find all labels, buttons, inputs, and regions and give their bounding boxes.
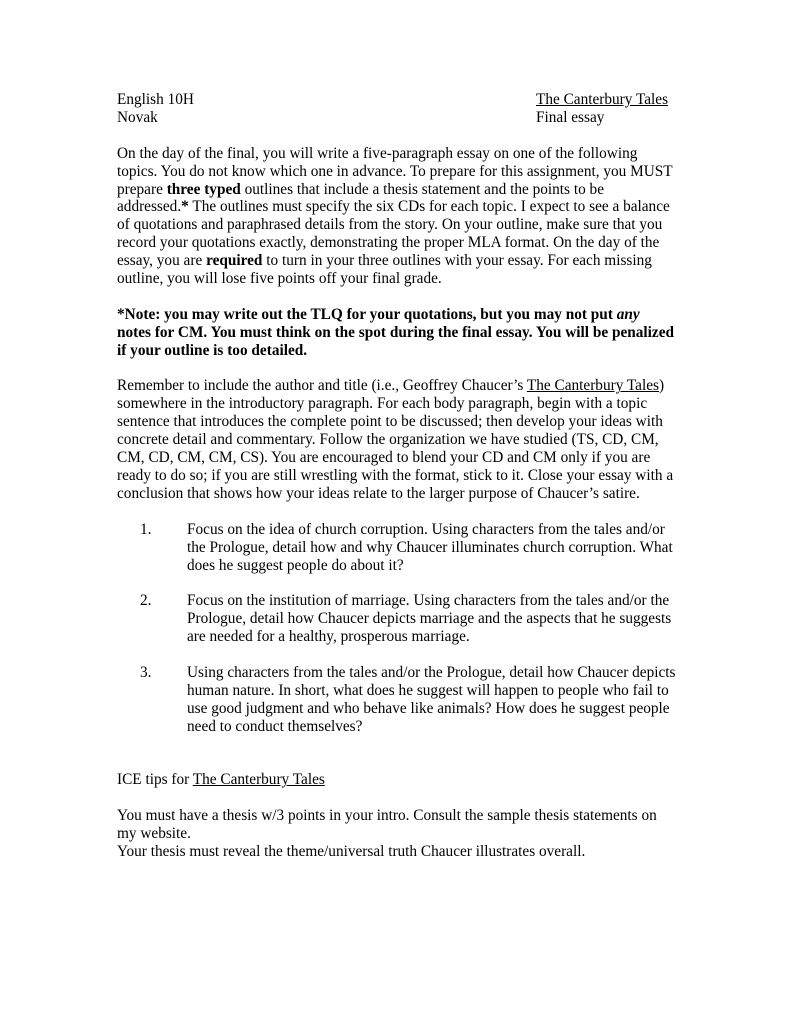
topic-number: 3. <box>140 663 152 681</box>
note-paragraph: *Note: you may write out the TLQ for your quotations, but you may not put any notes for CM. You must think on the spot during the final essay. You will be penalized if your outline is too detailed. <box>117 305 674 359</box>
emphasis-required: required <box>206 252 263 270</box>
topic-item-1 <box>117 521 676 575</box>
topic-text: Focus on the idea of church corruption. Using characters from the tales and/or the Prologue, detail how and why Chaucer illuminates church corruption. What does he suggest people do about it? <box>187 520 673 574</box>
topic-text: Focus on the institution of marriage. Using characters from the tales and/or the Prologue, detail how Chaucer depicts marriage and the aspects that he suggests are needed for a healthy, prosperous marriage. <box>187 592 672 646</box>
ice-tip-1: You must have a thesis w/3 points in your intro. Consult the sample thesis statements on my website. <box>117 807 657 843</box>
remember-paragraph: Remember to include the author and title (i.e., Geoffrey Chaucer’s The Canterbury Tales) somewhere in the introductory paragraph. For each body paragraph, begin with a topic sentence that introduces the complete point to be discussed; then develop your ideas with concrete detail and commentary. Follow the organization we have studied (TS, CD, CM, CM, CD, CM, CM, CS). You are encouraged to blend your CD and CM only if you are ready to do so; if you are still wrestling with the format, stick to it. Close your essay with a conclusion that shows how your ideas relate to the larger purpose of Chaucer’s satire. <box>117 377 674 502</box>
topic-text: Using characters from the tales and/or the Prologue, detail how Chaucer depicts human nature. In short, what does he suggest will happen to people who fail to use good judgment and who behave like animals? How does he suggest people need to conduct themselves? <box>187 663 676 735</box>
ice-tips-heading: ICE tips for The Canterbury Tales <box>117 771 325 789</box>
topic-number: 2. <box>140 592 152 610</box>
topic-item-3 <box>117 664 676 736</box>
emphasis-any: any <box>616 305 640 323</box>
intro-paragraph: On the day of the final, you will write a five-paragraph essay on one of the following topics. You do not know which one in advance. To prepare for this assignment, you MUST prepare three typed outlines that include a thesis statement and the points to be addressed.* The outlines must specify the six CDs for each topic. I expect to see a balance of quotations and paraphrased details from the story. On your outline, make sure that you record your quotations exactly, demonstrating the proper MLA format. On the day of the essay, you are required to turn in your three outlines with your essay. For each missing outline, you will lose five points off your final grade. <box>117 144 673 288</box>
topic-number: 1. <box>140 520 152 538</box>
topic-item-2 <box>117 592 676 646</box>
emphasis-three-typed: three typed <box>166 180 241 198</box>
ice-tip-2: Your thesis must reveal the theme/universal truth Chaucer illustrates overall. <box>117 842 586 860</box>
book-title-inline: The Canterbury Tales <box>526 377 659 395</box>
header-left <box>117 91 194 127</box>
header-right <box>536 91 676 127</box>
teacher-name: Novak <box>117 108 158 126</box>
ice-book-title: The Canterbury Tales <box>192 771 325 789</box>
course-name: English 10H <box>117 91 194 108</box>
asterisk-marker: * <box>181 198 189 216</box>
document-page <box>117 91 676 861</box>
header <box>117 91 676 127</box>
document-type: Final essay <box>536 108 605 126</box>
book-title: The Canterbury Tales <box>536 91 669 108</box>
